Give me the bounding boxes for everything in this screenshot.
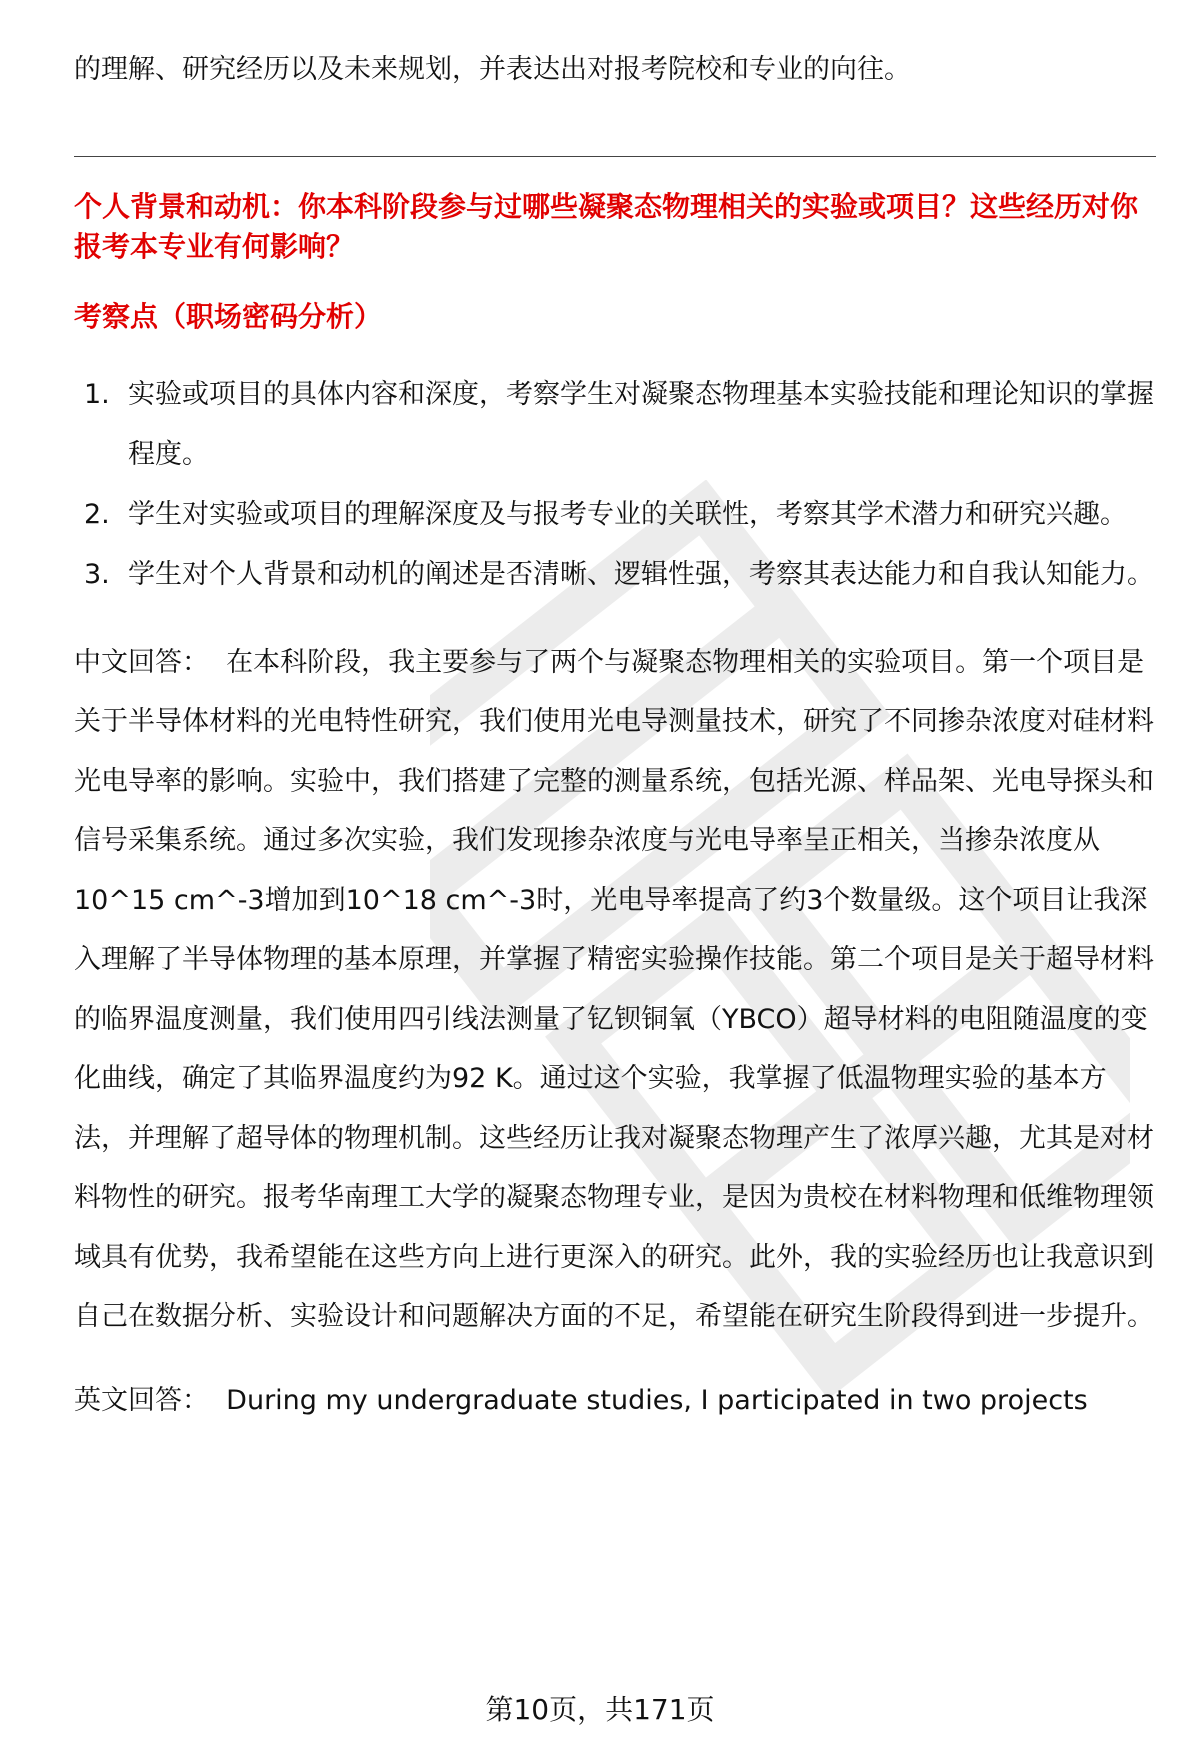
chinese-answer-text: 在本科阶段，我主要参与了两个与凝聚态物理相关的实验项目。第一个项目是关于半导体材料的光电特性研究，我们使用光电导测量技术，研究了不同掺杂浓度对硅材料光电导率的影响。实验中，我们搭建了完整的测量系统，包括光源、样品架、光电导探头和信号采集系统。通过多次实验，我们发现掺杂浓度与光电导率呈正相关，当掺杂浓度从10^15 cm^-3增加到10^18 cm^-3时，光电导率提高了约3个数量级。这个项目让我深入理解了半导体物理的基本原理，并掌握了精密实验操作技能。第二个项目是关于超导材料的临界温度测量，我们使用四引线法测量了钇钡铜氧（YBCO）超导材料的电阻随温度的变化曲线，确定了其临界温度约为92 K。通过这个实验，我掌握了低温物理实验的基本方法，并理解了超导体的物理机制。这些经历让我对凝聚态物理产生了浓厚兴趣，尤其是对材料物性的研究。报考华南理工大学的凝聚态物理专业，是因为贵校在材料物理和低维物理领域具有优势，我希望能在这些方向上进行更深入的研究。此外，我的实验经历也让我意识到自己在数据分析、实验设计和问题解决方面的不足，希望能在研究生阶段得到进一步提升。 — [74, 646, 1154, 1332]
chinese-answer — [74, 633, 1156, 1347]
list-item: 2. 学生对实验或项目的理解深度及与报考专业的关联性，考察其学术潜力和研究兴趣。 — [84, 498, 1127, 530]
list-item: 3. 学生对个人背景和动机的阐述是否清晰、逻辑性强，考察其表达能力和自我认知能力。 — [84, 558, 1154, 590]
english-answer-label: 英文回答： — [74, 1384, 209, 1416]
section-divider — [74, 156, 1156, 157]
chinese-answer-label: 中文回答： — [74, 646, 209, 678]
question-heading: 个人背景和动机：你本科阶段参与过哪些凝聚态物理相关的实验或项目？这些经历对你报考本专业有何影响？ — [74, 189, 1139, 263]
list-item: 1. 实验或项目的具体内容和深度，考察学生对凝聚态物理基本实验技能和理论知识的掌握程度。 — [84, 378, 1154, 470]
page-content — [74, 40, 1156, 1430]
assessment-subheading: 考察点（职场密码分析） — [74, 299, 383, 333]
english-answer — [74, 1371, 1156, 1431]
assessment-points — [74, 365, 1156, 605]
page-footer: 第10页，共171页 — [485, 1693, 715, 1726]
top-paragraph: 的理解、研究经历以及未来规划，并表达出对报考院校和专业的向往。 — [74, 54, 911, 85]
english-answer-text: During my undergraduate studies, I participated in two projects — [226, 1384, 1088, 1416]
